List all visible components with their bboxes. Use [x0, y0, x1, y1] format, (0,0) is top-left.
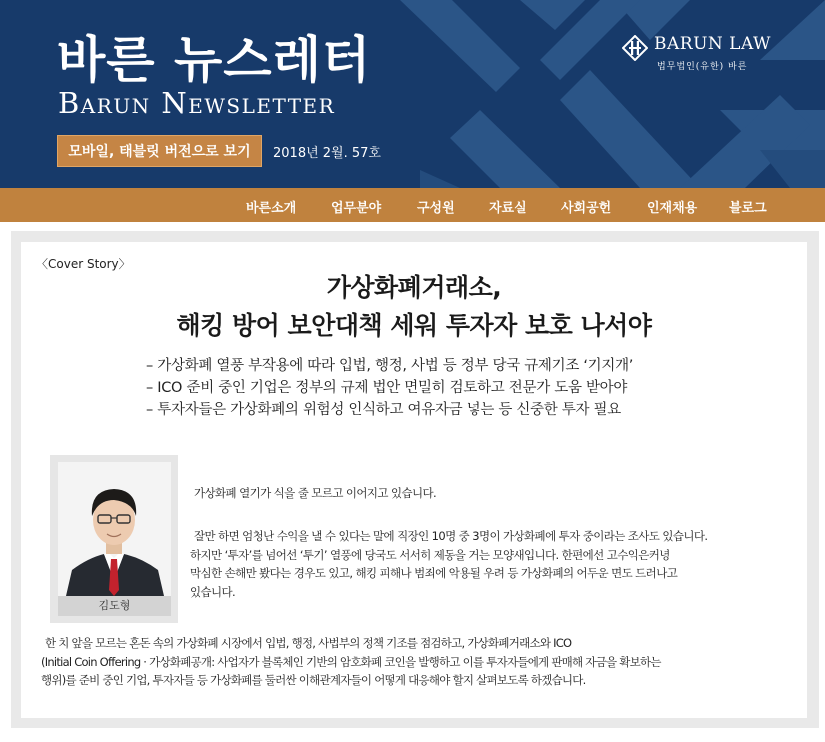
- newsletter-title-korean: 바른 뉴스레터: [57, 31, 372, 89]
- nav-item-about[interactable]: 바른소개: [246, 201, 297, 216]
- summary-bullet: – ICO 준비 중인 기업은 정부의 규제 법안 면밀히 검토하고 전문가 도움 받아야: [146, 380, 628, 396]
- nav-item-resources[interactable]: 자료실: [489, 201, 527, 216]
- summary-bullet: – 가상화폐 열풍 부작용에 따라 입법, 행정, 사법 등 정부 당국 규제기조 ‘기지개’: [146, 358, 634, 374]
- nav-item-social-contribution[interactable]: 사회공헌: [561, 201, 612, 216]
- newsletter-title-english: Barun Newsletter: [58, 86, 336, 120]
- author-photo: [58, 462, 171, 596]
- logo-subtitle: 법무법인(유한) 바른: [657, 62, 748, 72]
- body-paragraph-1: [190, 527, 707, 601]
- headline-line-1: 가상화폐거래소,: [326, 273, 502, 302]
- author-portrait-image: [58, 462, 171, 596]
- nav-item-members[interactable]: 구성원: [417, 201, 455, 216]
- mobile-version-button[interactable]: 모바일, 태블릿 버전으로 보기: [57, 135, 262, 167]
- header-banner: [0, 0, 825, 188]
- nav-item-careers[interactable]: 인재채용: [647, 201, 698, 216]
- barun-logo-mark-icon: [622, 35, 648, 61]
- nav-item-practice-areas[interactable]: 업무분야: [331, 201, 382, 216]
- section-label: 〈Cover Story〉: [36, 257, 131, 271]
- body-paragraph-2: [41, 634, 661, 690]
- paragraph-line: 하지만 ‘투자’를 넘어선 ‘투기’ 열풍에 당국도 서서히 제동을 거는 모양새입니다. 한편에선 고수익은커녕: [190, 547, 670, 562]
- issue-date: 2018년 2월. 57호: [273, 146, 381, 161]
- headline-line-2: 해킹 방어 보안대책 세워 투자자 보호 나서야: [176, 311, 652, 340]
- summary-bullet: – 투자자들은 가상화폐의 위험성 인식하고 여유자금 넣는 등 신중한 투자 필요: [146, 402, 621, 418]
- main-navigation: [0, 188, 825, 222]
- paragraph-line: 있습니다.: [190, 584, 236, 599]
- paragraph-line: 행위)를 준비 중인 기업, 투자자들 등 가상화폐를 둘러싼 이해관계자들이 어떻게 대응해야 할지 살펴보도록 하겠습니다.: [41, 673, 586, 687]
- paragraph-line: 막심한 손해만 봤다는 경우도 있고, 해킹 피해나 범죄에 악용될 우려 등 가상화폐의 어두운 면도 드러나고: [190, 566, 678, 580]
- logo-text: BARUN LAW: [654, 34, 772, 54]
- author-name: 김도형: [58, 596, 171, 616]
- barun-law-logo[interactable]: [622, 32, 797, 77]
- paragraph-line: 한 치 앞을 모르는 혼돈 속의 가상화폐 시장에서 입법, 행정, 사법부의 정책 기조를 점검하고, 가상화폐거래소와 ICO: [45, 636, 572, 650]
- intro-paragraph: 가상화폐 열기가 식을 줄 모르고 이어지고 있습니다.: [194, 486, 437, 500]
- paragraph-line: (Initial Coin Offering · 가상화폐공개: 사업자가 블록체인 기반의 암호화폐 코인을 발행하고 이를 투자자들에게 판매해 자금을 확보하는: [41, 654, 661, 669]
- paragraph-line: 잘만 하면 엄청난 수익을 낼 수 있다는 말에 직장인 10명 중 3명이 가상화폐에 투자 중이라는 조사도 있습니다.: [194, 529, 708, 543]
- summary-bullets: [146, 355, 633, 421]
- nav-item-blog[interactable]: 블로그: [729, 201, 767, 216]
